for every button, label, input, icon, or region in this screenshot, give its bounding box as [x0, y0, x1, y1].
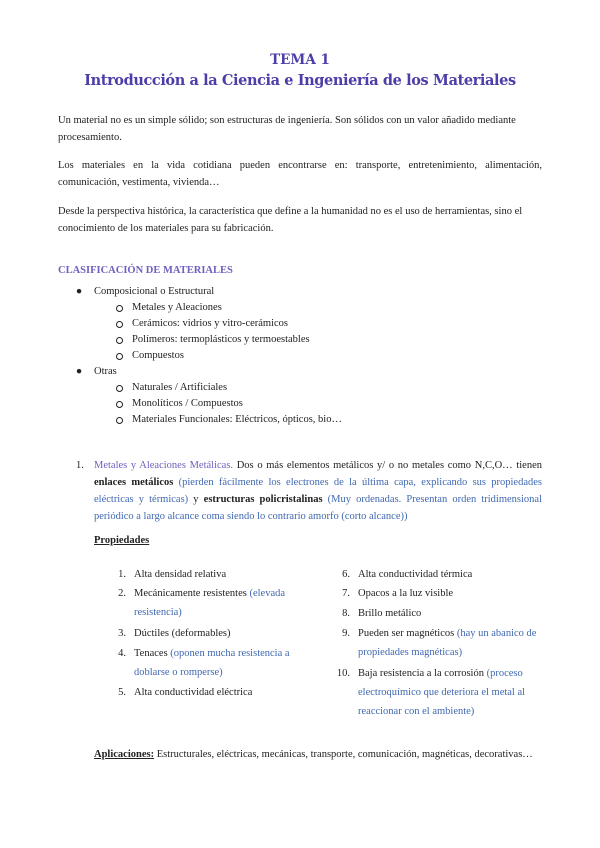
bullet-icon: ● [75, 286, 83, 297]
circle-bullet-icon [116, 385, 123, 392]
page-title: Introducción a la Ciencia e Ingeniería de los Materiales [84, 72, 516, 89]
document-page: TEMA 1 Introducción a la Ciencia e Ingeniería de los Materiales Un material no es un simple sólido; son estructuras de ingeniería. Son sólidos con un valor añadido mediante procesamiento. Los materiales en la vida cotidiana pueden encontrarse en: transporte, entretenimiento, alimentación, comunicación, vestimenta, vivienda… Desde la perspectiva histórica, la característica que define a la humanidad no es el uso de herramientas, sino el conocimiento de los materiales para su fabricación. CLASIFICACIÓN DE MATERIALES ● Composicional o Estructural Metales y Aleaciones Cerámicos: vidrios y vitro-cerámicos Polímeros: termoplásticos y termoestables Compuestos ● Otras Naturales / Artificiales Monolíticos / Compuestos Materiales Funcionales: Eléctricos, ópticos, bio… 1. Metales y Aleaciones Metálicas. Dos o más elementos metálicos y/ o no metales como N,C,O… tienen enlaces metálicos (pierden fácilmente los electrones de la última capa, explicando sus propiedades eléctricas y térmicas) y estructuras policristalinas (Muy ordenadas. Presentan orden tridimensional periódico a largo alcance coma siendo lo contrario amorfo (corto alcance)) Propiedades 1. Alta densidad relativa 2. Mecánicamente resistentes (elevada resistencia) 3. Dúctiles (deformables) 4. Tenaces (oponen mucha resistencia a doblarse o romperse) 5. Alta conductividad eléctrica 6. Alta conductividad térmica 7. Opacos a la luz visible 8. Brillo metálico 9. Pueden ser magnéticos (hay un abanico de propiedades magnéticas) 10. Baja resistencia a la corrosión (proceso electroquímico que deteriora el metal al reaccionar con el ambiente) Aplicaciones: Estructurales, eléctricas, mecánicas, transporte, comunicación, magnéticas, decorativas… [0, 0, 600, 848]
circle-bullet-icon [116, 417, 123, 424]
circle-bullet-icon [116, 305, 123, 312]
bullet-icon: ● [75, 366, 83, 377]
applications-paragraph: Aplicaciones: Estructurales, eléctricas, mecánicas, transporte, comunicación, magnéticas, decorativas… [94, 749, 533, 760]
intro-paragraph-3: Desde la perspectiva histórica, la característica que define a la humanidad no es el uso de herramientas, sino el conocimiento de los materiales para su fabricación. [58, 206, 523, 234]
classification-heading: CLASIFICACIÓN DE MATERIALES [58, 265, 233, 276]
circle-bullet-icon [116, 337, 123, 344]
circle-bullet-icon [116, 401, 123, 408]
intro-paragraph-1: Un material no es un simple sólido; son estructuras de ingeniería. Son sólidos con un valor añadido mediante procesamiento. [58, 115, 516, 143]
intro-paragraph-2: Los materiales en la vida cotidiana pueden encontrarse en: transporte, entretenimiento, alimentación, comunicación, vestimenta, vivienda… [58, 160, 542, 188]
section-metals-paragraph: Metales y Aleaciones Metálicas. Dos o más elementos metálicos y/ o no metales como N,C,O… tienen enlaces metálicos (pierden fácilmente los electrones de la última capa, explicando sus propiedades eléctricas y térmicas) y estructuras policristalinas (Muy ordenadas. Presentan orden tridimensional periódico a largo alcance coma siendo lo contrario amorfo (corto alcance)) [94, 460, 543, 522]
applications-label: Aplicaciones: [94, 749, 155, 760]
section-title: Metales y Aleaciones Metálicas. [94, 460, 234, 471]
topic-number: TEMA 1 [270, 52, 330, 68]
section-number: 1. [76, 460, 84, 471]
circle-bullet-icon [116, 321, 123, 328]
properties-heading: Propiedades [94, 535, 150, 546]
circle-bullet-icon [116, 353, 123, 360]
